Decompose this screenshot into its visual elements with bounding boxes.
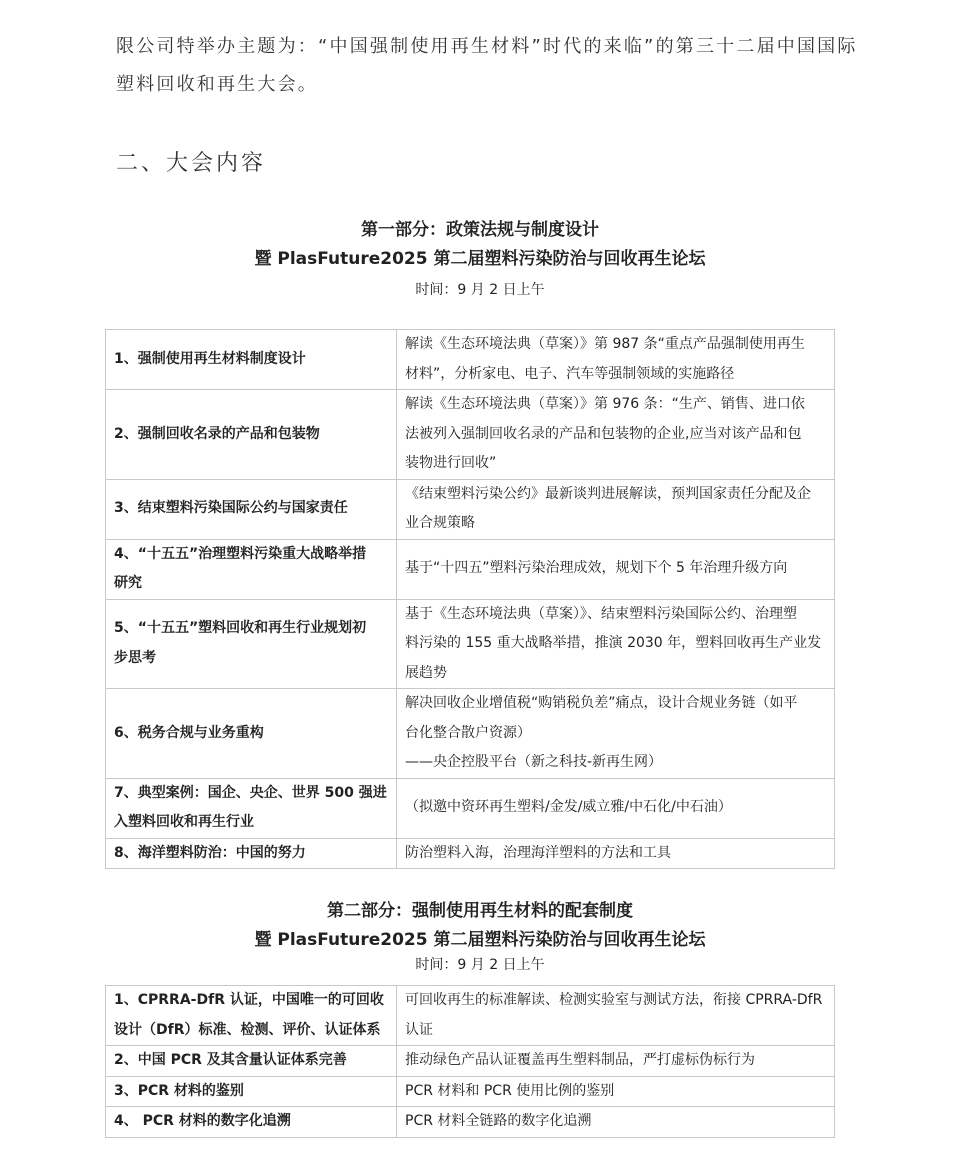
cell-text-line: 业合规策略 <box>405 515 475 531</box>
table-row <box>106 599 835 689</box>
part1-table-body <box>106 330 835 869</box>
cell-text-line: 防治塑料入海，治理海洋塑料的方法和工具 <box>405 844 671 861</box>
cell-text-line: 解读《生态环境法典（草案）》第 976 条：“生产、销售、进口依 <box>405 396 805 412</box>
section-heading: 二、大会内容 <box>116 151 267 176</box>
cell-text-line: PCR 材料和 PCR 使用比例的鉴别 <box>405 1082 615 1099</box>
cell-text-line: 设计（DfR）标准、检测、评价、认证体系 <box>114 1021 381 1038</box>
description-cell <box>397 986 835 1046</box>
table-row <box>106 539 835 599</box>
intro-line: 限公司特举办主题为：“中国强制使用再生材料”时代的来临”的第三十二届中国国际 <box>116 36 858 57</box>
cell-text-line: 法被列入强制回收名录的产品和包装物的企业,应当对该产品和包 <box>405 425 802 442</box>
table-row <box>106 330 835 390</box>
topic-cell <box>106 778 397 838</box>
cell-text-line: 8、海洋塑料防治：中国的努力 <box>114 844 306 861</box>
cell-text-line: 3、结束塑料污染国际公约与国家责任 <box>114 500 348 517</box>
cell-text-line: （拟邀中资环再生塑料/金发/威立雅/中石化/中石油） <box>405 799 732 816</box>
part2-table-body <box>106 986 835 1138</box>
cell-text-line: 材料”，分析家电、电子、汽车等强制领域的实施路径 <box>405 365 735 382</box>
cell-text-line: 展趋势 <box>405 664 447 681</box>
topic-cell <box>106 1107 397 1138</box>
description-cell <box>397 479 835 539</box>
cell-text-line: 3、PCR 材料的鉴别 <box>114 1082 244 1099</box>
cell-text-line: 装物进行回收” <box>405 455 497 471</box>
description-cell <box>397 539 835 599</box>
cell-text-line: PCR 材料全链路的数字化追溯 <box>405 1113 592 1129</box>
cell-text-line: 研究 <box>114 575 142 591</box>
description-cell <box>397 838 835 869</box>
part2-subtitle: 暨 PlasFuture2025 第二届塑料污染防治与回收再生论坛 <box>254 930 706 950</box>
cell-text-line: 《结束塑料污染公约》最新谈判进展解读，预判国家责任分配及企 <box>405 485 811 502</box>
cell-text-line: 4、“十五五”治理塑料污染重大战略举措 <box>114 545 367 562</box>
topic-cell <box>106 599 397 689</box>
cell-text-line: 台化整合散户资源） <box>405 724 531 741</box>
table-row <box>106 838 835 869</box>
table-row <box>106 1107 835 1138</box>
table-row <box>106 479 835 539</box>
cell-text-line: 可回收再生的标准解读、检测实验室与测试方法，衔接 CPRRA-DfR <box>405 992 823 1008</box>
cell-text-line: 推动绿色产品认证覆盖再生塑料制品，严打虚标伪标行为 <box>405 1052 755 1068</box>
cell-text-line: 入塑料回收和再生行业 <box>114 814 254 830</box>
table-row <box>106 1046 835 1077</box>
cell-text-line: 步思考 <box>114 649 156 666</box>
intro-line: 塑料回收和再生大会。 <box>116 74 318 95</box>
description-cell <box>397 1107 835 1138</box>
cell-text-line: 解读《生态环境法典（草案）》第 987 条“重点产品强制使用再生 <box>405 336 805 352</box>
description-cell <box>397 1046 835 1077</box>
topic-cell <box>106 1076 397 1107</box>
table-row <box>106 986 835 1046</box>
cell-text-line: 2、强制回收名录的产品和包装物 <box>114 425 320 442</box>
cell-text-line: 基于“十四五”塑料污染治理成效，规划下个 5 年治理升级方向 <box>405 560 788 577</box>
cell-text-line: 7、典型案例：国企、央企、世界 500 强进 <box>114 784 387 801</box>
table-row <box>106 1076 835 1107</box>
cell-text-line: 6、税务合规与业务重构 <box>114 724 264 741</box>
cell-text-line: ——央企控股平台（新之科技-新再生网） <box>405 754 663 770</box>
topic-cell <box>106 1046 397 1077</box>
cell-text-line: 料污染的 155 重大战略举措，推演 2030 年，塑料回收再生产业发 <box>405 635 822 651</box>
part2-time: 时间：9 月 2 日上午 <box>415 957 545 973</box>
topic-cell <box>106 390 397 480</box>
topic-cell <box>106 539 397 599</box>
part1-agenda-table <box>105 329 835 869</box>
cell-text-line: 2、中国 PCR 及其含量认证体系完善 <box>114 1052 347 1068</box>
intro-paragraph <box>116 28 876 104</box>
description-cell <box>397 599 835 689</box>
cell-text-line: 1、CPRRA-DfR 认证，中国唯一的可回收 <box>114 992 384 1008</box>
cell-text-line: 5、“十五五”塑料回收和再生行业规划初 <box>114 620 367 637</box>
cell-text-line: 1、强制使用再生材料制度设计 <box>114 350 306 367</box>
part2-agenda-table <box>105 985 835 1138</box>
cell-text-line: 认证 <box>405 1021 433 1038</box>
table-row <box>106 390 835 480</box>
topic-cell <box>106 689 397 779</box>
description-cell <box>397 1076 835 1107</box>
topic-cell <box>106 986 397 1046</box>
topic-cell <box>106 330 397 390</box>
description-cell <box>397 390 835 480</box>
topic-cell <box>106 838 397 869</box>
description-cell <box>397 778 835 838</box>
table-row <box>106 689 835 779</box>
part2-title: 第二部分：强制使用再生材料的配套制度 <box>327 901 633 921</box>
cell-text-line: 基于《生态环境法典（草案）》、结束塑料污染国际公约、治理塑 <box>405 605 797 622</box>
description-cell <box>397 330 835 390</box>
part1-title: 第一部分：政策法规与制度设计 <box>361 220 599 240</box>
topic-cell <box>106 479 397 539</box>
part1-subtitle: 暨 PlasFuture2025 第二届塑料污染防治与回收再生论坛 <box>254 249 706 269</box>
part1-time: 时间：9 月 2 日上午 <box>415 282 545 298</box>
table-row <box>106 778 835 838</box>
cell-text-line: 4、 PCR 材料的数字化追溯 <box>114 1113 291 1129</box>
cell-text-line: 解决回收企业增值税“购销税负差”痛点，设计合规业务链（如平 <box>405 695 798 711</box>
description-cell <box>397 689 835 779</box>
